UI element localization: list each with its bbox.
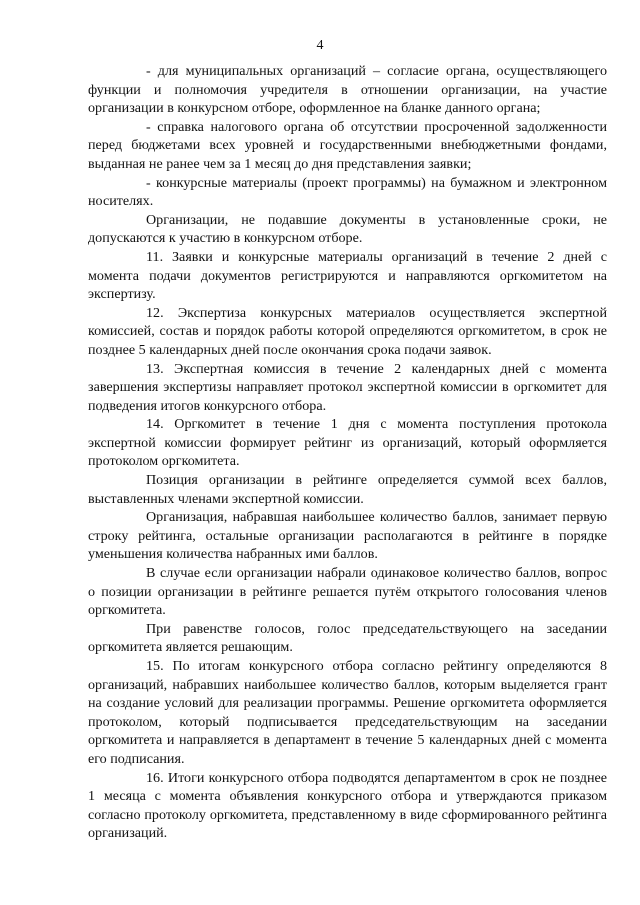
paragraph-municipal-consent: - для муниципальных организаций – согласие органа, осуществляющего функции и полномочия учредителя в отношении организации, на участие организации в конкурсном отборе, оформленное на бланке данного органа; xyxy=(88,63,607,117)
paragraph-item-13: 13. Экспертная комиссия в течение 2 календарных дней с момента завершения экспертизы направляет протокол экспертной комиссии в оргкомитет для подведения итогов конкурсного отбора. xyxy=(88,360,607,414)
paragraph-item-11: 11. Заявки и конкурсные материалы организаций в течение 2 дней с момента подачи документов регистрируются и направляются оргкомитетом на экспертизу. xyxy=(88,248,607,303)
paragraph-item-14: 14. Оргкомитет в течение 1 дня с момента поступления протокола экспертной комиссии формирует рейтинг из организаций, который оформляется протоколом оргкомитета. xyxy=(88,416,607,470)
paragraph-non-admission: Организации, не подавшие документы в установленные сроки, не допускаются к участию в конкурсном отборе. xyxy=(88,211,607,247)
paragraph-item-16: 16. Итоги конкурсного отбора подводятся департаментом в срок не позднее 1 месяца с момента объявления конкурсного отбора и утверждаются приказом согласно протоколу оргкомитета, представленному в виде сформированного рейтинга организаций. xyxy=(88,769,607,842)
paragraph-competition-materials: - конкурсные материалы (проект программы) на бумажном и электронном носителях. xyxy=(88,174,607,210)
document-body xyxy=(88,62,607,843)
paragraph-equal-scores: В случае если организации набрали одинаковое количество баллов, вопрос о позиции организации в рейтинге решается путём открытого голосования членов оргкомитета. xyxy=(88,565,607,619)
paragraph-tie-vote: При равенстве голосов, голос председательствующего на заседании оргкомитета является решающим. xyxy=(88,620,607,656)
paragraph-rating-position: Позиция организации в рейтинге определяется суммой всех баллов, выставленных членами экспертной комиссии. xyxy=(88,472,607,507)
paragraph-item-15: 15. По итогам конкурсного отбора согласно рейтингу определяются 8 организаций, набравших наибольшее количество баллов, которым выделяется грант на создание условий для реализации программы. Решение оргкомитета оформляется протоколом, который подписывается председательствующим на заседании оргкомитета и направляется в департамент в течение 5 календарных дней с момента его подписания. xyxy=(88,658,607,767)
page-number: 4 xyxy=(316,38,324,53)
paragraph-item-12: 12. Экспертиза конкурсных материалов осуществляется экспертной комиссией, состав и порядок работы которой определяются оргкомитетом, в срок не позднее 5 календарных дней после окончания срока подачи заявок. xyxy=(88,304,607,358)
paragraph-tax-certificate: - справка налогового органа об отсутствии просроченной задолженности перед бюджетами всех уровней и государственными внебюджетными фондами, выданная не ранее чем за 1 месяц до дня представления заявки; xyxy=(88,118,607,172)
paragraph-rating-order: Организация, набравшая наибольшее количество баллов, занимает первую строку рейтинга, остальные организации располагаются в рейтинге в порядке уменьшения количества набранных ими баллов. xyxy=(88,509,607,563)
